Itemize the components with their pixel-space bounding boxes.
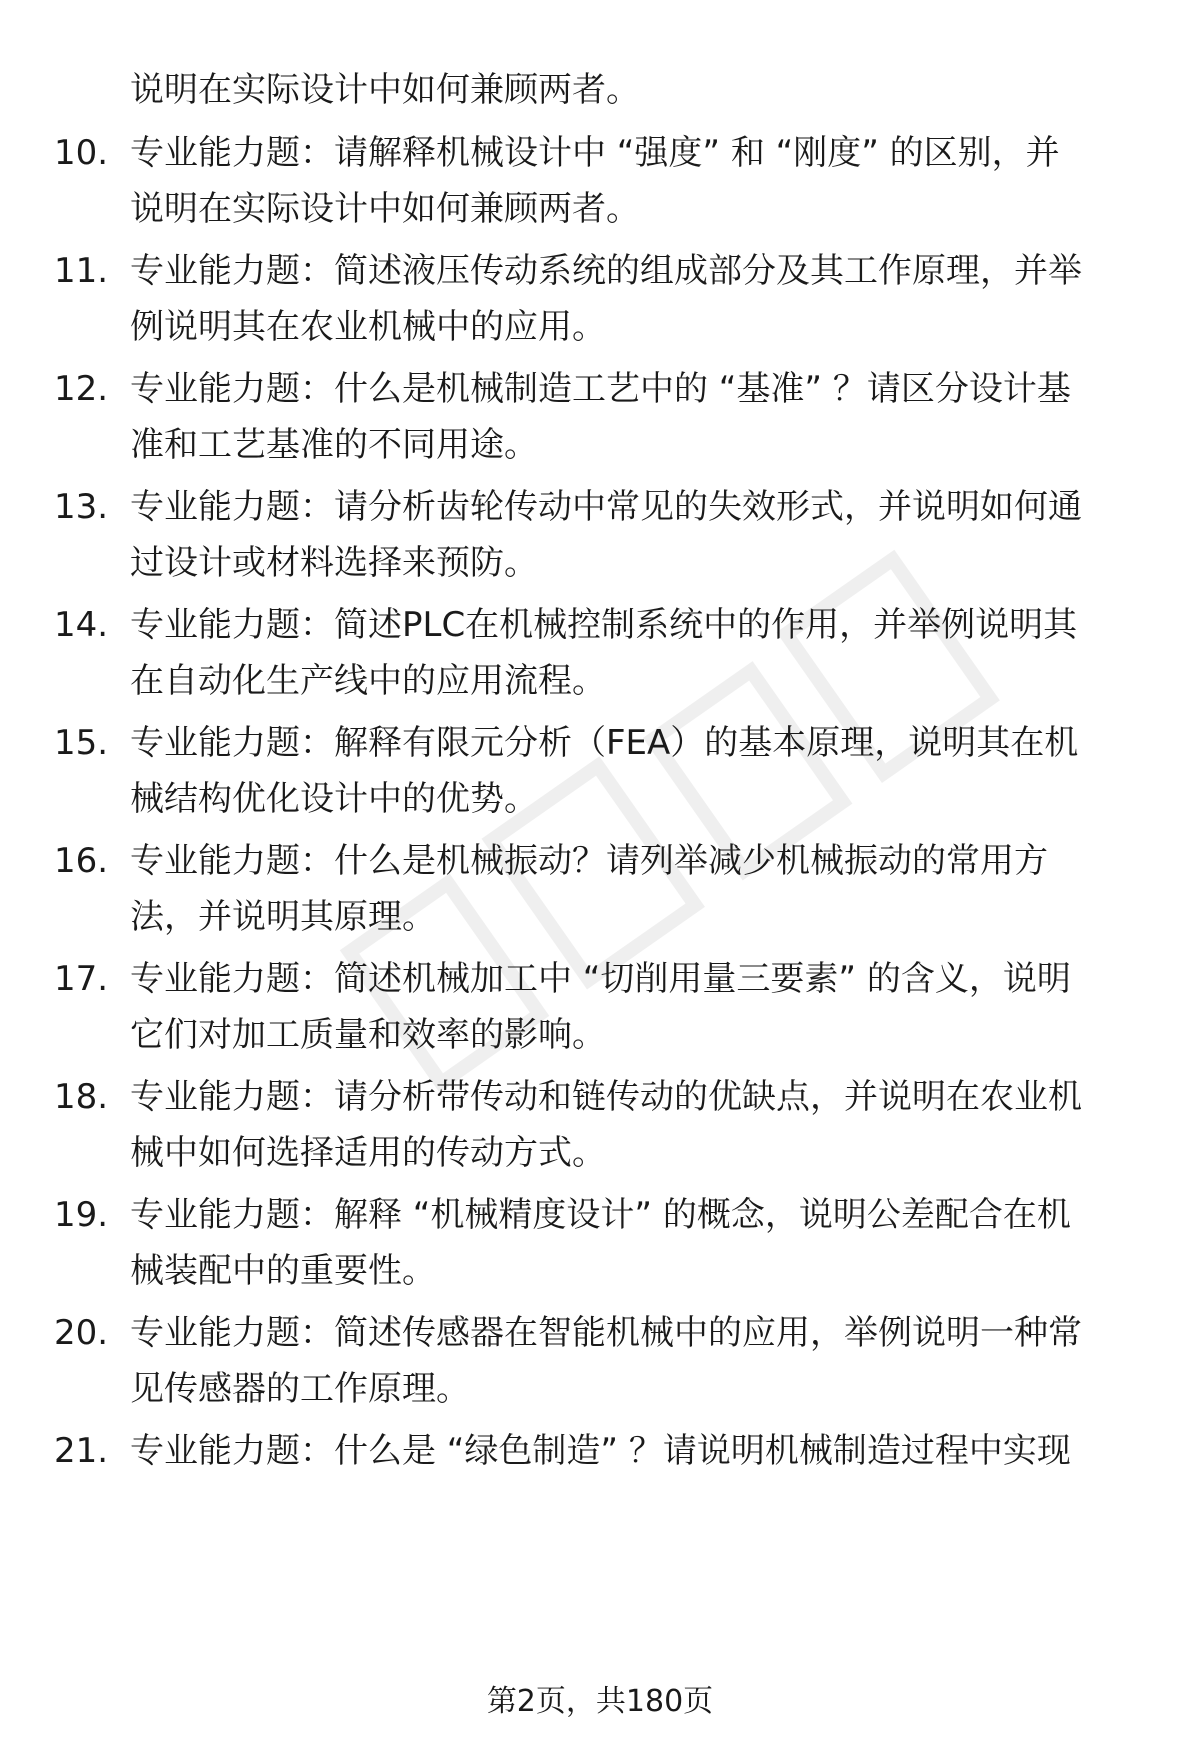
item-text	[130, 361, 1140, 473]
item-text-line: 专业能力题：简述液压传动系统的组成部分及其工作原理，并举	[130, 251, 1082, 291]
item-text-line: 专业能力题：请分析带传动和链传动的优缺点，并说明在农业机	[130, 1077, 1082, 1117]
item-text	[130, 1305, 1140, 1417]
item-number: 14.	[54, 605, 109, 645]
item-number: 12.	[54, 369, 109, 409]
item-text-line: 法，并说明其原理。	[130, 897, 436, 937]
page-footer: 第2页，共180页	[486, 1684, 714, 1719]
item-text	[130, 715, 1140, 827]
item-text	[130, 479, 1140, 591]
item-number: 18.	[54, 1077, 109, 1117]
item-number: 17.	[54, 959, 109, 999]
item-number: 16.	[54, 841, 109, 881]
item-text-line: 过设计或材料选择来预防。	[130, 543, 538, 583]
item-text-line: 专业能力题：请分析齿轮传动中常见的失效形式，并说明如何通	[130, 487, 1082, 527]
item-text-line: 械结构优化设计中的优势。	[130, 779, 538, 819]
item-text	[130, 1423, 1140, 1479]
item-text	[130, 951, 1140, 1063]
item-number: 19.	[54, 1195, 109, 1235]
item-text-line: 准和工艺基准的不同用途。	[130, 425, 538, 465]
item-number: 15.	[54, 723, 109, 763]
item-number: 20.	[54, 1313, 109, 1353]
item-text-line: 械中如何选择适用的传动方式。	[130, 1133, 606, 1173]
item-text	[130, 833, 1140, 945]
item-text-line: 专业能力题：简述传感器在智能机械中的应用，举例说明一种常	[130, 1313, 1082, 1353]
item-number: 11.	[54, 251, 109, 291]
item-text-line: 专业能力题：简述机械加工中 “切削用量三要素” 的含义，说明	[130, 959, 1071, 999]
continuation-text: 说明在实际设计中如何兼顾两者。	[130, 70, 640, 110]
item-text-line: 专业能力题：什么是 “绿色制造” ？请说明机械制造过程中实现	[130, 1431, 1071, 1471]
item-text-line: 专业能力题：什么是机械制造工艺中的 “基准” ？请区分设计基	[130, 369, 1071, 409]
item-text-line: 说明在实际设计中如何兼顾两者。	[130, 189, 640, 229]
item-text-line: 专业能力题：什么是机械振动？请列举减少机械振动的常用方	[130, 841, 1048, 881]
item-text	[130, 1187, 1140, 1299]
item-text-line: 械装配中的重要性。	[130, 1251, 436, 1291]
item-text	[130, 597, 1140, 709]
item-number: 13.	[54, 487, 109, 527]
item-text-line: 专业能力题：请解释机械设计中 “强度” 和 “刚度” 的区别，并	[130, 133, 1060, 173]
item-text-line: 它们对加工质量和效率的影响。	[130, 1015, 606, 1055]
item-text-line: 专业能力题：简述PLC在机械控制系统中的作用，并举例说明其	[130, 605, 1078, 645]
item-text-line: 见传感器的工作原理。	[130, 1369, 470, 1409]
item-number: 21.	[54, 1431, 109, 1471]
item-text	[130, 125, 1140, 237]
item-number: 10.	[54, 133, 109, 173]
item-text-line: 专业能力题：解释 “机械精度设计” 的概念，说明公差配合在机	[130, 1195, 1071, 1235]
item-text	[130, 1069, 1140, 1181]
item-text-line: 例说明其在农业机械中的应用。	[130, 307, 606, 347]
item-text-line: 在自动化生产线中的应用流程。	[130, 661, 606, 701]
item-text-line: 专业能力题：解释有限元分析（FEA）的基本原理，说明其在机	[130, 723, 1079, 763]
item-text	[130, 243, 1140, 355]
